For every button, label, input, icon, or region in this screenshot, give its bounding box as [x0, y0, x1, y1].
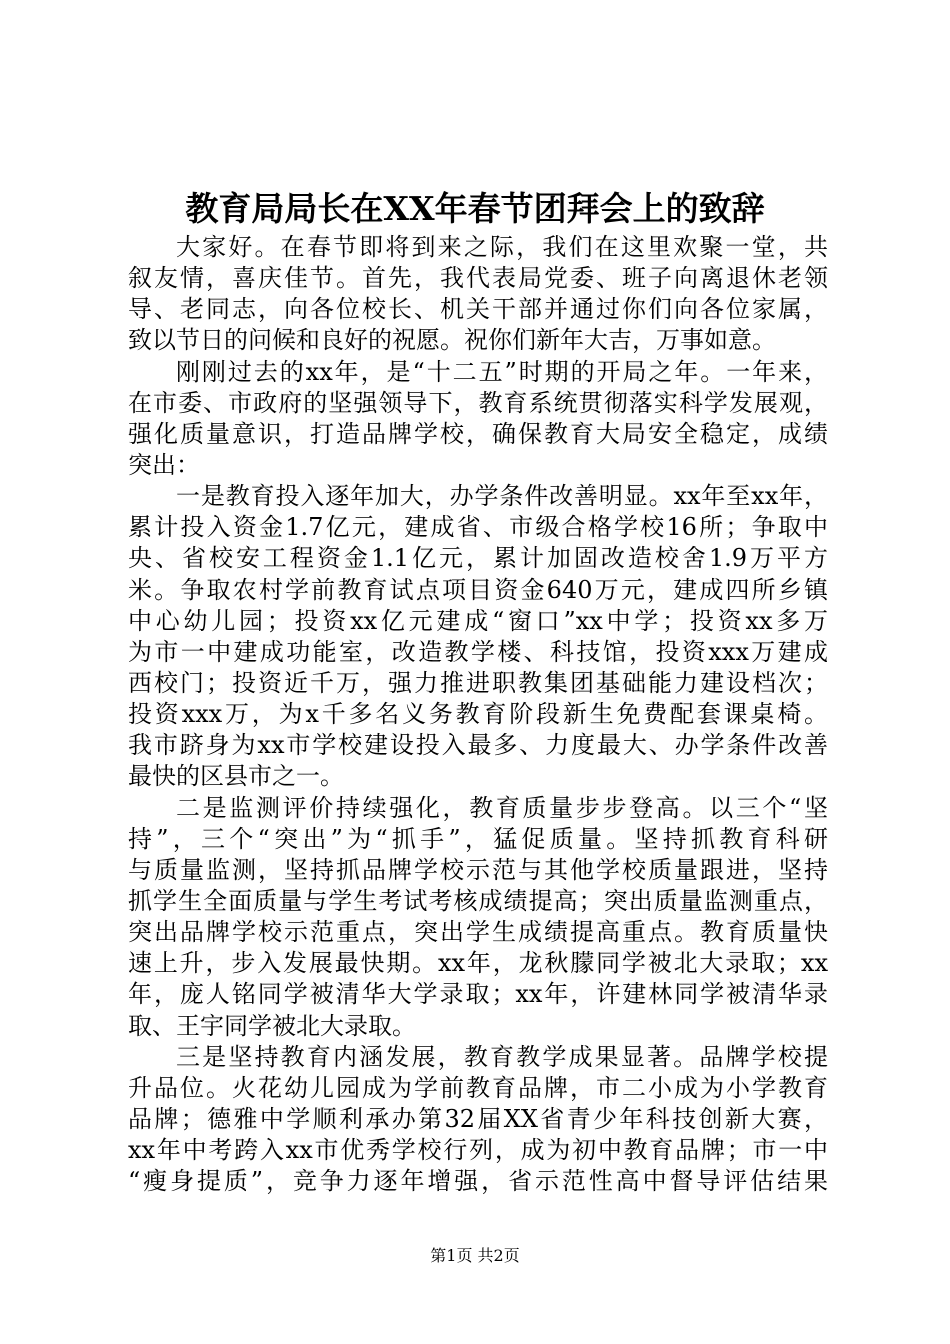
- page-footer: 第1页 共2页: [430, 1246, 520, 1265]
- text-line: 大家好。在春节即将到来之际，我们在这里欢聚一堂，共: [176, 233, 828, 261]
- text-line: 投资xxx万，为x千多名义务教育阶段新生免费配套课桌椅。: [128, 700, 828, 729]
- text-line: 我市跻身为xx市学校建设投入最多、力度最大、办学条件改善: [128, 731, 828, 760]
- text-line: 西校门；投资近千万，强力推进职教集团基础能力建设档次；: [128, 668, 828, 697]
- text-line: 叙友情，喜庆佳节。首先，我代表局党委、班子向离退休老领: [128, 264, 828, 293]
- text-line: 二是监测评价持续强化，教育质量步步登高。以三个“坚: [176, 793, 828, 822]
- text-line: 速上升，步入发展最快期。xx年，龙秋朦同学被北大录取；xx: [128, 949, 828, 978]
- text-line: 为市一中建成功能室，改造教学楼、科技馆，投资xxx万建成: [128, 637, 828, 666]
- text-line: 三是坚持教育内涵发展，教育教学成果显著。品牌学校提: [176, 1042, 828, 1071]
- text-line: 累计投入资金1.7亿元，建成省、市级合格学校16所；争取中: [128, 513, 828, 542]
- text-line: 致以节日的问候和良好的祝愿。祝你们新年大吉，万事如意。: [128, 326, 776, 355]
- document-title: 教育局局长在XX年春节团拜会上的致辞: [185, 189, 765, 228]
- text-line: 央、省校安工程资金1.1亿元，累计加固改造校舍1.9万平方: [128, 544, 828, 573]
- text-line: 品牌；德雅中学顺利承办第32届XX省青少年科技创新大赛，: [128, 1104, 828, 1133]
- text-line: xx年中考跨入xx市优秀学校行列，成为初中教育品牌；市一中: [128, 1136, 828, 1165]
- text-line: 中心幼儿园；投资xx亿元建成“窗口”xx中学；投资xx多万: [128, 606, 828, 635]
- text-line: 突出：: [128, 450, 200, 479]
- text-line: 强化质量意识，打造品牌学校，确保教育大局安全稳定，成绩: [128, 419, 828, 448]
- text-line: 持”，三个“突出”为“抓手”，猛促质量。坚持抓教育科研: [128, 824, 828, 853]
- text-line: 一是教育投入逐年加大，办学条件改善明显。xx年至xx年，: [176, 482, 828, 511]
- text-line: 米。争取农村学前教育试点项目资金640万元，建成四所乡镇: [128, 575, 828, 604]
- text-line: 年，庞人铭同学被清华大学录取；xx年，许建林同学被清华录: [128, 980, 828, 1009]
- text-line: 突出品牌学校示范重点，突出学生成绩提高重点。教育质量快: [128, 918, 828, 947]
- text-line: 取、王宇同学被北大录取。: [128, 1011, 416, 1040]
- text-line: 刚刚过去的xx年，是“十二五”时期的开局之年。一年来，: [176, 357, 828, 386]
- text-line: 抓学生全面质量与学生考试考核成绩提高；突出质量监测重点，: [128, 886, 828, 915]
- text-line: 最快的区县市之一。: [128, 762, 344, 791]
- text-line: 升品位。火花幼儿园成为学前教育品牌，市二小成为小学教育: [128, 1073, 828, 1102]
- text-line: 在市委、市政府的坚强领导下，教育系统贯彻落实科学发展观，: [128, 388, 828, 417]
- document-body: [128, 232, 828, 1197]
- text-line: 导、老同志，向各位校长、机关干部并通过你们向各位家属，: [128, 295, 828, 324]
- text-line: 与质量监测，坚持抓品牌学校示范与其他学校质量跟进，坚持: [128, 855, 828, 884]
- text-line: “瘦身提质”，竞争力逐年增强，省示范性高中督导评估结果: [128, 1167, 828, 1196]
